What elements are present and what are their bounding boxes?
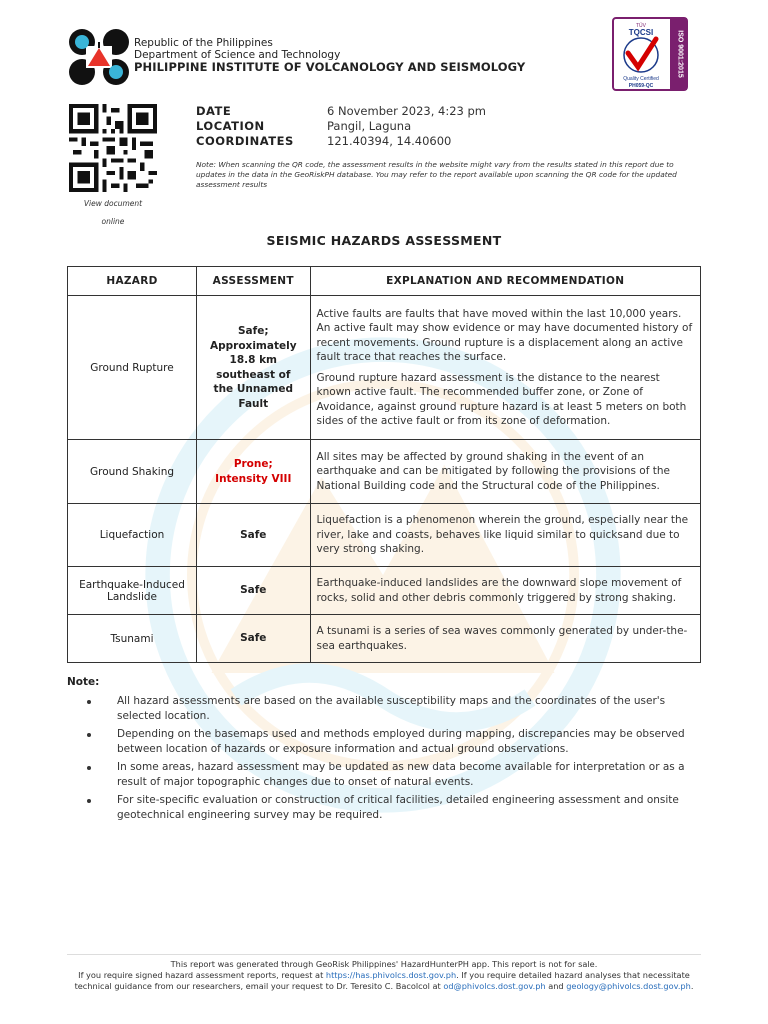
svg-text:PH059-QC: PH059-QC [628,83,654,89]
geology-email-link[interactable]: geology@phivolcs.dost.gov.ph [566,981,691,991]
bullet-icon [87,700,91,704]
assessment-cell [197,296,311,440]
note-text: All hazard assessments are based on the available susceptibility maps and the coordinates of the user's selected location. [117,695,666,722]
note-item [87,793,687,822]
explanation-cell [310,567,700,615]
table-row-earthquake-induced-landslide [68,567,701,615]
footer-text: and [545,981,567,991]
footer-divider [67,954,701,955]
note-item [87,694,687,723]
svg-text:ISO 9001:2015: ISO 9001:2015 [676,30,684,78]
footer-text: If you require signed hazard assessment reports, request at [78,970,326,980]
svg-text:Quality Certified: Quality Certified [623,76,659,82]
note-text: For site-specific evaluation or construction of critical facilities, detailed engineering assessment and onsite geotechnical engineering survey may be required. [117,794,679,821]
phivolcs-logo [68,28,130,86]
header-hazard: HAZARD [68,267,197,296]
assessment-cell: Safe [197,567,311,615]
assessment-cell [197,440,311,504]
notes-heading: Note: [67,676,100,688]
org-line-republic: Republic of the Philippines [134,37,273,49]
meta-value: 121.40394, 14.40600 [327,134,452,148]
assessment-text: Safe; Approximately 18.8 km southeast of the Unnamed Fault [210,325,297,410]
assessment-cell: Safe [197,615,311,663]
explanation-cell [310,440,700,504]
hazard-cell: Ground Rupture [68,296,197,440]
report-meta [196,104,486,149]
footer [67,959,701,992]
meta-value: Pangil, Laguna [327,119,412,133]
explanation-paragraph: Earthquake-induced landslides are the downward slope movement of rocks, solid and other debris commonly triggered by strong shaking. [316,577,682,604]
hazard-cell: Liquefaction [68,504,197,567]
table-row-liquefaction [68,504,701,567]
bullet-icon [87,799,91,803]
meta-label: DATE [196,104,232,118]
od-email-link[interactable]: od@phivolcs.dost.gov.ph [443,981,546,991]
footer-text: . [690,981,694,991]
note-text: Depending on the basemaps used and methods employed during mapping, discrepancies may be observed between location of hazards or exposure information and actual ground observations. [117,728,685,755]
note-item [87,727,687,756]
organization-name [134,37,525,73]
explanation-paragraph: Liquefaction is a phenomenon wherein the ground, especially near the river, lake and coasts, behaves like liquid similar to quicksand due to very strong shaking. [316,514,689,556]
assessment-cell: Safe [197,504,311,567]
qr-code[interactable] [69,104,157,192]
bullet-icon [87,766,91,770]
explanation-paragraph: Active faults are faults that have moved within the last 10,000 years. An active fault may show evidence or may have documented history of recent movements. Ground rupture is a displacement along an active fault trace that reaches the surface. [316,307,693,363]
header-explanation: EXPLANATION AND RECOMMENDATION [310,267,700,296]
assessment-text: Prone; Intensity VIII [215,458,292,485]
hazard-table [67,266,701,663]
header-assessment: ASSESSMENT [197,267,311,296]
qr-disclaimer-note: Note: When scanning the QR code, the assessment results in the website might vary from the results stated in this report due to updates in the data in the GeoRiskPH database. You may refer to the report available upon scanning the QR code for the updated assessment results [196,160,677,189]
footer-line1: This report was generated through GeoRisk Philippines' HazardHunterPH app. This report is not for sale. [170,959,598,969]
table-header-row [68,267,701,296]
meta-location [196,119,486,134]
table-row-ground-rupture [68,296,701,440]
hazard-text: Earthquake-Induced Landslide [79,578,185,603]
explanation-paragraph: All sites may be affected by ground shaking in the event of an earthquake and can be mitigated by following the provisions of the National Building code and the Structural code of the Philippines. [316,450,670,492]
footer-line2 [67,970,701,992]
qr-caption-line2: online [101,217,125,226]
meta-date [196,104,486,119]
iso-certification-badge [612,17,688,91]
meta-label: COORDINATES [196,134,294,148]
org-line-dost: Department of Science and Technology [134,49,341,61]
svg-text:TQCSI: TQCSI [628,28,654,37]
explanation-paragraph: A tsunami is a series of sea waves commonly generated by under-the-sea earthquakes. [316,625,688,652]
svg-text:TÜV: TÜV [636,23,646,29]
qr-caption-line1: View document [83,199,143,208]
hazard-cell: Ground Shaking [68,440,197,504]
has-portal-link[interactable]: https://has.phivolcs.dost.gov.ph [325,970,457,980]
explanation-cell [310,504,700,567]
hazard-cell [68,567,197,615]
page-title: SEISMIC HAZARDS ASSESSMENT [266,233,502,248]
bullet-icon [87,733,91,737]
table-row-ground-shaking [68,440,701,504]
note-item [87,760,687,789]
hazard-cell: Tsunami [68,615,197,663]
notes-list [87,694,687,826]
note-text: In some areas, hazard assessment may be updated as new data become available for interpretation or as a result of major topographic changes due to onset of natural events. [117,761,685,788]
explanation-cell [310,615,700,663]
explanation-paragraph: Ground rupture hazard assessment is the distance to the nearest known active fault. The recommended buffer zone, or Zone of Avoidance, against ground rupture hazard is at least 5 meters on both sides of the active fault or from its zone of deformation. [316,371,687,427]
meta-coordinates [196,134,486,149]
table-row-tsunami [68,615,701,663]
meta-value: 6 November 2023, 4:23 pm [327,104,487,118]
meta-label: LOCATION [196,119,265,133]
org-line-phivolcs: PHILIPPINE INSTITUTE OF VOLCANOLOGY AND SEISMOLOGY [134,60,526,74]
footer-text: . If you require detailed hazard analyses that necessitate technical guidance from our researchers, email your request to Dr. Teresito C. Bacolcol at [74,970,690,991]
explanation-cell [310,296,700,440]
